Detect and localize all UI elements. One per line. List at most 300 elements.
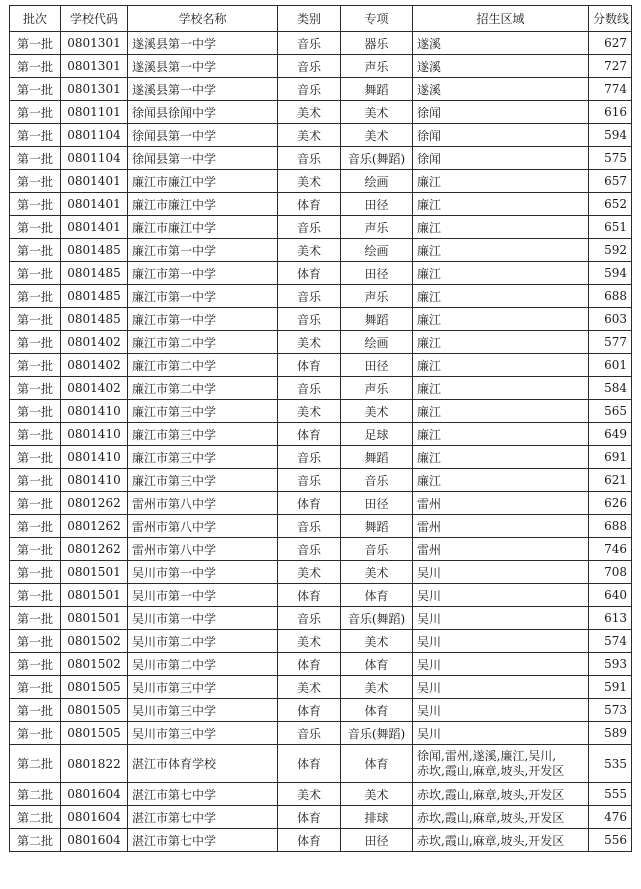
cell-score: 649 <box>589 423 632 446</box>
cell-specialty: 美术 <box>341 561 413 584</box>
cell-region <box>413 806 589 829</box>
cell-batch: 第二批 <box>10 829 61 852</box>
cell-specialty: 音乐(舞蹈) <box>341 607 413 630</box>
cell-batch: 第一批 <box>10 262 61 285</box>
admission-score-sheet <box>9 5 631 852</box>
region-line: 廉江 <box>417 473 442 488</box>
cell-school-code: 0801485 <box>61 239 128 262</box>
region-line: 吴川 <box>417 680 442 695</box>
cell-school-name: 雷州市第八中学 <box>128 515 278 538</box>
cell-region <box>413 722 589 745</box>
cell-score: 708 <box>589 561 632 584</box>
cell-region <box>413 745 589 783</box>
cell-region <box>413 423 589 446</box>
cell-region <box>413 607 589 630</box>
cell-school-code: 0801485 <box>61 285 128 308</box>
cell-school-code: 0801401 <box>61 193 128 216</box>
table-row <box>10 783 632 806</box>
table-row <box>10 101 632 124</box>
cell-batch: 第一批 <box>10 699 61 722</box>
cell-school-code: 0801401 <box>61 170 128 193</box>
cell-score: 652 <box>589 193 632 216</box>
region-line: 廉江 <box>417 220 442 235</box>
cell-specialty: 美术 <box>341 101 413 124</box>
cell-region <box>413 32 589 55</box>
cell-school-code: 0801604 <box>61 783 128 806</box>
table-row <box>10 492 632 515</box>
cell-category: 美术 <box>278 676 341 699</box>
cell-score: 594 <box>589 262 632 285</box>
cell-score: 573 <box>589 699 632 722</box>
table-row <box>10 745 632 783</box>
cell-region <box>413 55 589 78</box>
cell-batch: 第一批 <box>10 469 61 492</box>
cell-score: 591 <box>589 676 632 699</box>
table-row <box>10 561 632 584</box>
cell-score: 476 <box>589 806 632 829</box>
region-line: 吴川 <box>417 657 442 672</box>
cell-category: 体育 <box>278 492 341 515</box>
cell-score: 691 <box>589 446 632 469</box>
region-line: 廉江 <box>417 266 442 281</box>
cell-score: 603 <box>589 308 632 331</box>
cell-school-name: 遂溪县第一中学 <box>128 32 278 55</box>
table-row <box>10 285 632 308</box>
table-body <box>10 32 632 852</box>
cell-specialty: 绘画 <box>341 170 413 193</box>
cell-batch: 第一批 <box>10 216 61 239</box>
cell-specialty: 田径 <box>341 492 413 515</box>
table-row <box>10 538 632 561</box>
cell-school-name: 徐闻县第一中学 <box>128 124 278 147</box>
cell-category: 音乐 <box>278 538 341 561</box>
cell-score: 555 <box>589 783 632 806</box>
cell-category: 体育 <box>278 699 341 722</box>
region-line: 徐闻,雷州,遂溪,廉江,吴川, <box>417 748 557 763</box>
table-row <box>10 446 632 469</box>
cell-category: 音乐 <box>278 147 341 170</box>
cell-school-code: 0801502 <box>61 653 128 676</box>
cell-specialty: 器乐 <box>341 32 413 55</box>
cell-specialty: 田径 <box>341 829 413 852</box>
cell-region <box>413 584 589 607</box>
cell-region <box>413 492 589 515</box>
cell-school-name: 雷州市第八中学 <box>128 538 278 561</box>
cell-school-name: 湛江市第七中学 <box>128 829 278 852</box>
cell-region <box>413 262 589 285</box>
cell-batch: 第一批 <box>10 676 61 699</box>
cell-school-name: 湛江市第七中学 <box>128 783 278 806</box>
cell-region <box>413 400 589 423</box>
region-line: 雷州 <box>417 496 442 511</box>
cell-school-name: 廉江市第一中学 <box>128 285 278 308</box>
cell-school-name: 廉江市第三中学 <box>128 469 278 492</box>
cell-batch: 第一批 <box>10 630 61 653</box>
region-line: 吴川 <box>417 611 442 626</box>
cell-category: 美术 <box>278 561 341 584</box>
cell-batch: 第一批 <box>10 285 61 308</box>
header-row <box>10 6 632 32</box>
table-row <box>10 78 632 101</box>
cell-batch: 第一批 <box>10 515 61 538</box>
table-row <box>10 216 632 239</box>
table-row <box>10 331 632 354</box>
cell-specialty: 体育 <box>341 699 413 722</box>
table-row <box>10 676 632 699</box>
cell-region <box>413 561 589 584</box>
cell-school-code: 0801505 <box>61 699 128 722</box>
cell-school-code: 0801402 <box>61 331 128 354</box>
cell-score: 601 <box>589 354 632 377</box>
table-row <box>10 193 632 216</box>
header-school-name: 学校名称 <box>128 6 278 32</box>
region-line: 廉江 <box>417 404 442 419</box>
cell-school-name: 湛江市体育学校 <box>128 745 278 783</box>
cell-score: 613 <box>589 607 632 630</box>
region-line: 廉江 <box>417 243 442 258</box>
header-specialty: 专项 <box>341 6 413 32</box>
cell-region <box>413 653 589 676</box>
cell-batch: 第一批 <box>10 722 61 745</box>
cell-specialty: 美术 <box>341 783 413 806</box>
cell-region <box>413 147 589 170</box>
cell-batch: 第一批 <box>10 170 61 193</box>
cell-score: 616 <box>589 101 632 124</box>
cell-specialty: 足球 <box>341 423 413 446</box>
cell-specialty: 舞蹈 <box>341 515 413 538</box>
cell-school-code: 0801501 <box>61 561 128 584</box>
cell-school-name: 廉江市第二中学 <box>128 377 278 400</box>
region-line: 吴川 <box>417 726 442 741</box>
cell-category: 美术 <box>278 101 341 124</box>
region-line: 吴川 <box>417 565 442 580</box>
table-row <box>10 377 632 400</box>
table-row <box>10 607 632 630</box>
cell-category: 体育 <box>278 423 341 446</box>
cell-batch: 第一批 <box>10 561 61 584</box>
cell-score: 577 <box>589 331 632 354</box>
cell-region <box>413 515 589 538</box>
table-row <box>10 262 632 285</box>
cell-score: 565 <box>589 400 632 423</box>
region-line: 吴川 <box>417 703 442 718</box>
cell-specialty: 声乐 <box>341 216 413 239</box>
cell-specialty: 美术 <box>341 124 413 147</box>
cell-school-code: 0801262 <box>61 538 128 561</box>
cell-category: 音乐 <box>278 446 341 469</box>
table-row <box>10 653 632 676</box>
table-row <box>10 722 632 745</box>
cell-school-code: 0801410 <box>61 469 128 492</box>
table-row <box>10 32 632 55</box>
table-row <box>10 239 632 262</box>
table-row <box>10 308 632 331</box>
cell-school-name: 廉江市廉江中学 <box>128 193 278 216</box>
cell-specialty: 美术 <box>341 400 413 423</box>
cell-school-name: 吴川市第三中学 <box>128 722 278 745</box>
cell-category: 音乐 <box>278 55 341 78</box>
cell-school-name: 廉江市第一中学 <box>128 262 278 285</box>
cell-school-code: 0801301 <box>61 32 128 55</box>
cell-category: 音乐 <box>278 722 341 745</box>
cell-category: 音乐 <box>278 308 341 331</box>
cell-specialty: 排球 <box>341 806 413 829</box>
cell-school-code: 0801604 <box>61 806 128 829</box>
cell-region <box>413 170 589 193</box>
cell-school-code: 0801410 <box>61 400 128 423</box>
cell-region <box>413 699 589 722</box>
cell-region <box>413 783 589 806</box>
cell-batch: 第一批 <box>10 124 61 147</box>
cell-region <box>413 124 589 147</box>
cell-school-name: 遂溪县第一中学 <box>128 78 278 101</box>
cell-school-code: 0801505 <box>61 722 128 745</box>
table-row <box>10 400 632 423</box>
cell-region <box>413 308 589 331</box>
cell-category: 音乐 <box>278 377 341 400</box>
cell-school-name: 廉江市第二中学 <box>128 354 278 377</box>
cell-region <box>413 101 589 124</box>
region-line: 徐闻 <box>417 151 442 166</box>
cell-batch: 第一批 <box>10 400 61 423</box>
region-line: 赤坎,霞山,麻章,坡头,开发区 <box>417 763 565 778</box>
cell-batch: 第一批 <box>10 538 61 561</box>
cell-school-name: 廉江市第三中学 <box>128 446 278 469</box>
cell-school-name: 遂溪县第一中学 <box>128 55 278 78</box>
region-line: 廉江 <box>417 450 442 465</box>
cell-category: 音乐 <box>278 216 341 239</box>
cell-specialty: 舞蹈 <box>341 308 413 331</box>
table-row <box>10 584 632 607</box>
region-line: 遂溪 <box>417 36 442 51</box>
cell-region <box>413 469 589 492</box>
cell-region <box>413 331 589 354</box>
cell-category: 体育 <box>278 829 341 852</box>
cell-batch: 第一批 <box>10 32 61 55</box>
cell-region <box>413 630 589 653</box>
cell-score: 584 <box>589 377 632 400</box>
cell-school-code: 0801262 <box>61 492 128 515</box>
cell-batch: 第一批 <box>10 193 61 216</box>
region-line: 廉江 <box>417 289 442 304</box>
cell-batch: 第一批 <box>10 607 61 630</box>
cell-score: 574 <box>589 630 632 653</box>
cell-category: 体育 <box>278 584 341 607</box>
cell-batch: 第一批 <box>10 78 61 101</box>
cell-school-name: 廉江市廉江中学 <box>128 170 278 193</box>
cell-category: 美术 <box>278 331 341 354</box>
cell-batch: 第一批 <box>10 446 61 469</box>
cell-category: 美术 <box>278 170 341 193</box>
cell-batch: 第一批 <box>10 584 61 607</box>
cell-batch: 第二批 <box>10 783 61 806</box>
cell-region <box>413 538 589 561</box>
region-line: 赤坎,霞山,麻章,坡头,开发区 <box>417 833 565 848</box>
cell-specialty: 美术 <box>341 630 413 653</box>
cell-specialty: 体育 <box>341 584 413 607</box>
table-row <box>10 423 632 446</box>
cell-score: 627 <box>589 32 632 55</box>
region-line: 赤坎,霞山,麻章,坡头,开发区 <box>417 787 565 802</box>
cell-school-code: 0801104 <box>61 147 128 170</box>
cell-school-name: 吴川市第一中学 <box>128 607 278 630</box>
region-line: 吴川 <box>417 588 442 603</box>
cell-school-code: 0801402 <box>61 377 128 400</box>
table-row <box>10 354 632 377</box>
region-line: 雷州 <box>417 519 442 534</box>
cell-category: 体育 <box>278 193 341 216</box>
header-score: 分数线 <box>589 6 632 32</box>
region-line: 徐闻 <box>417 128 442 143</box>
cell-region <box>413 78 589 101</box>
cell-specialty: 美术 <box>341 676 413 699</box>
cell-batch: 第二批 <box>10 806 61 829</box>
region-line: 廉江 <box>417 197 442 212</box>
cell-batch: 第一批 <box>10 492 61 515</box>
region-line: 吴川 <box>417 634 442 649</box>
cell-school-code: 0801485 <box>61 308 128 331</box>
table-row <box>10 630 632 653</box>
table-row <box>10 170 632 193</box>
cell-school-code: 0801501 <box>61 584 128 607</box>
cell-school-code: 0801301 <box>61 78 128 101</box>
cell-school-name: 廉江市第一中学 <box>128 239 278 262</box>
cell-school-name: 吴川市第一中学 <box>128 584 278 607</box>
cell-category: 美术 <box>278 630 341 653</box>
cell-region <box>413 446 589 469</box>
cell-school-code: 0801104 <box>61 124 128 147</box>
cell-school-code: 0801822 <box>61 745 128 783</box>
cell-score: 688 <box>589 285 632 308</box>
cell-specialty: 声乐 <box>341 285 413 308</box>
region-line: 廉江 <box>417 335 442 350</box>
cell-school-name: 廉江市第一中学 <box>128 308 278 331</box>
cell-score: 556 <box>589 829 632 852</box>
cell-score: 688 <box>589 515 632 538</box>
cell-category: 体育 <box>278 806 341 829</box>
cell-school-code: 0801401 <box>61 216 128 239</box>
table-row <box>10 829 632 852</box>
cell-specialty: 音乐(舞蹈) <box>341 147 413 170</box>
cell-school-code: 0801402 <box>61 354 128 377</box>
table-row <box>10 147 632 170</box>
cell-school-code: 0801101 <box>61 101 128 124</box>
cell-school-code: 0801262 <box>61 515 128 538</box>
cell-school-code: 0801410 <box>61 423 128 446</box>
header-school-code: 学校代码 <box>61 6 128 32</box>
cell-category: 美术 <box>278 124 341 147</box>
region-line: 廉江 <box>417 358 442 373</box>
cell-school-name: 湛江市第七中学 <box>128 806 278 829</box>
cell-school-name: 徐闻县第一中学 <box>128 147 278 170</box>
cell-category: 体育 <box>278 354 341 377</box>
cell-batch: 第一批 <box>10 239 61 262</box>
cell-school-code: 0801501 <box>61 607 128 630</box>
cell-school-name: 廉江市第三中学 <box>128 400 278 423</box>
cell-batch: 第一批 <box>10 423 61 446</box>
cell-score: 535 <box>589 745 632 783</box>
cell-school-name: 吴川市第二中学 <box>128 653 278 676</box>
region-line: 雷州 <box>417 542 442 557</box>
cell-score: 746 <box>589 538 632 561</box>
header-region: 招生区域 <box>413 6 589 32</box>
region-line: 遂溪 <box>417 59 442 74</box>
cell-school-code: 0801502 <box>61 630 128 653</box>
table-row <box>10 469 632 492</box>
cell-school-name: 雷州市第八中学 <box>128 492 278 515</box>
region-line: 廉江 <box>417 312 442 327</box>
cell-category: 美术 <box>278 783 341 806</box>
cell-specialty: 绘画 <box>341 239 413 262</box>
cell-score: 626 <box>589 492 632 515</box>
cell-school-name: 廉江市第二中学 <box>128 331 278 354</box>
cell-specialty: 体育 <box>341 653 413 676</box>
cell-specialty: 舞蹈 <box>341 446 413 469</box>
region-line: 廉江 <box>417 427 442 442</box>
cell-category: 美术 <box>278 239 341 262</box>
cell-specialty: 绘画 <box>341 331 413 354</box>
table-row <box>10 55 632 78</box>
cell-school-name: 吴川市第三中学 <box>128 676 278 699</box>
cell-specialty: 舞蹈 <box>341 78 413 101</box>
cell-category: 美术 <box>278 400 341 423</box>
cell-batch: 第一批 <box>10 331 61 354</box>
cell-batch: 第一批 <box>10 55 61 78</box>
cell-school-code: 0801410 <box>61 446 128 469</box>
cell-school-code: 0801604 <box>61 829 128 852</box>
cell-score: 592 <box>589 239 632 262</box>
cell-batch: 第一批 <box>10 377 61 400</box>
cell-specialty: 田径 <box>341 193 413 216</box>
cell-specialty: 声乐 <box>341 377 413 400</box>
cell-region <box>413 377 589 400</box>
cell-specialty: 田径 <box>341 262 413 285</box>
cell-specialty: 田径 <box>341 354 413 377</box>
cell-score: 594 <box>589 124 632 147</box>
region-line: 廉江 <box>417 381 442 396</box>
region-line: 遂溪 <box>417 82 442 97</box>
cell-school-name: 徐闻县徐闻中学 <box>128 101 278 124</box>
cell-specialty: 声乐 <box>341 55 413 78</box>
cell-score: 593 <box>589 653 632 676</box>
cell-batch: 第一批 <box>10 308 61 331</box>
cell-specialty: 音乐(舞蹈) <box>341 722 413 745</box>
cell-school-name: 廉江市第三中学 <box>128 423 278 446</box>
cell-region <box>413 829 589 852</box>
region-line: 徐闻 <box>417 105 442 120</box>
cell-school-name: 吴川市第一中学 <box>128 561 278 584</box>
cell-school-name: 吴川市第二中学 <box>128 630 278 653</box>
cell-score: 575 <box>589 147 632 170</box>
score-table <box>9 5 632 852</box>
cell-region <box>413 193 589 216</box>
table-row <box>10 806 632 829</box>
cell-category: 体育 <box>278 745 341 783</box>
cell-school-code: 0801505 <box>61 676 128 699</box>
cell-school-name: 吴川市第三中学 <box>128 699 278 722</box>
table-row <box>10 515 632 538</box>
cell-batch: 第一批 <box>10 147 61 170</box>
cell-score: 640 <box>589 584 632 607</box>
cell-score: 727 <box>589 55 632 78</box>
cell-category: 音乐 <box>278 607 341 630</box>
cell-score: 589 <box>589 722 632 745</box>
cell-region <box>413 239 589 262</box>
cell-region <box>413 216 589 239</box>
cell-category: 音乐 <box>278 469 341 492</box>
cell-score: 621 <box>589 469 632 492</box>
cell-category: 体育 <box>278 653 341 676</box>
